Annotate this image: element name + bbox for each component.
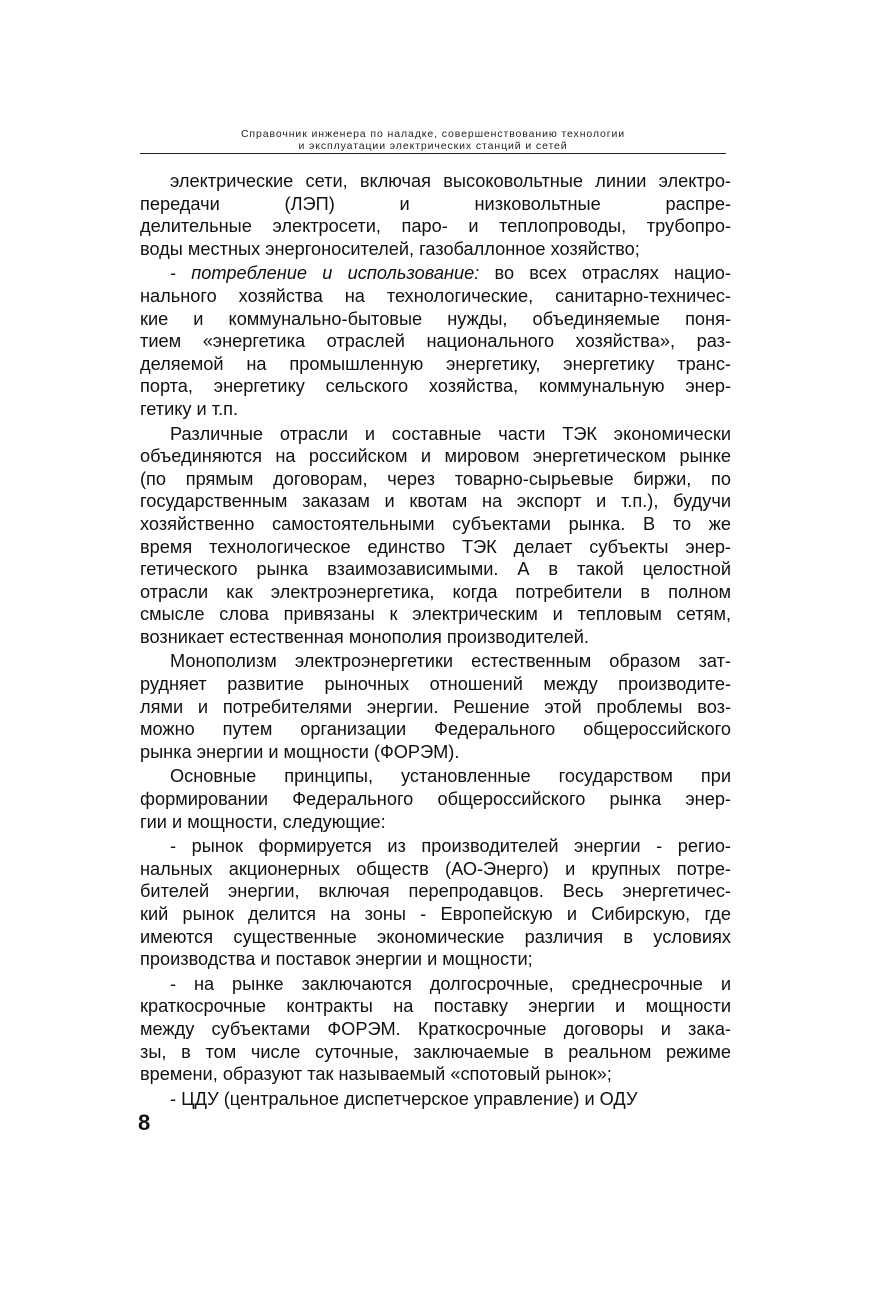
body-text	[140, 170, 731, 1112]
text-line: хозяйственно самостоятельными субъектами рынка. В то же	[140, 513, 731, 534]
text-line: объединяются на российском и мировом энергетическом рынке	[140, 446, 731, 467]
text-line: краткосрочные контракты на поставку энергии и мощности	[140, 996, 731, 1017]
text-line: возникает естественная монополия производителей.	[140, 626, 589, 647]
text-line: смысле слова привязаны к электрическим и тепловым сетям,	[140, 604, 731, 625]
text-line: электрические сети, включая высоковольтные линии электро-	[170, 171, 731, 191]
text-line: делительные электросети, паро- и теплопроводы, трубопро-	[140, 216, 731, 237]
text-line: государственным заказам и квотам на экспорт и т.п.), будучи	[140, 491, 731, 512]
text-line: тием «энергетика отраслей национального хозяйства», раз-	[140, 331, 731, 352]
text-line: - на рынке заключаются долгосрочные, среднесрочные и	[170, 973, 731, 994]
text-line: формировании Федерального общероссийского рынка энер-	[140, 789, 731, 810]
paragraph	[140, 650, 731, 763]
text-line: - рынок формируется из производителей энергии - регио-	[170, 836, 731, 857]
italic-term: потребление и использование:	[191, 263, 480, 284]
paragraph	[140, 765, 731, 833]
text-line: отрасли как электроэнергетика, когда потребители в полном	[140, 581, 731, 602]
paragraph	[140, 835, 731, 971]
text-line: бителей энергии, включая перепродавцов. Весь энергетичес-	[140, 881, 731, 902]
text-line: передачи (ЛЭП) и низковольтные распре-	[140, 193, 731, 214]
text-line: кий рынок делится на зоны - Европейскую и Сибирскую, где	[140, 904, 731, 924]
text-line: нальных акционерных обществ (АО-Энерго) и крупных потре-	[140, 858, 731, 879]
text-line: зы, в том числе суточные, заключаемые в реальном режиме	[140, 1041, 731, 1062]
text-line: Различные отрасли и составные части ТЭК экономически	[170, 423, 731, 444]
paragraph	[140, 973, 731, 1086]
text-line: гетического рынка взаимозависимыми. А в такой целостной	[140, 559, 731, 580]
text-line: лями и потребителями энергии. Решение этой проблемы воз-	[140, 696, 731, 717]
paragraph	[140, 262, 731, 420]
text-line: нального хозяйства на технологические, санитарно-техничес-	[140, 285, 731, 306]
running-header-line-1: Справочник инженера по наладке, совершенствованию технологии	[240, 128, 626, 140]
text-line: воды местных энергоносителей, газобаллонное хозяйство;	[140, 238, 640, 259]
text-line: порта, энергетику сельского хозяйства, коммунальную энер-	[140, 376, 731, 397]
text-line: гии и мощности, следующие:	[140, 811, 386, 832]
text-line: времени, образуют так называемый «спотовый рынок»;	[140, 1064, 612, 1085]
page-number: 8	[138, 1110, 151, 1135]
text-line: рудняет развитие рыночных отношений между производите-	[140, 674, 731, 695]
text-line: между субъектами ФОРЭМ. Краткосрочные договоры и зака-	[140, 1018, 731, 1039]
text-line: время технологическое единство ТЭК делает субъекты энер-	[140, 536, 731, 557]
text-line: имеются существенные экономические различия в условиях	[140, 926, 731, 947]
text-line: - потребление и использование: во всех отраслях нацио-	[170, 263, 731, 284]
header-divider	[140, 153, 726, 154]
text-line: (по прямым договорам, через товарно-сырьевые биржи, по	[140, 468, 731, 489]
text-line: кие и коммунально-бытовые нужды, объединяемые поня-	[140, 308, 731, 329]
paragraph	[140, 423, 731, 649]
text-line: производства и поставок энергии и мощности;	[140, 949, 533, 970]
text-line: рынка энергии и мощности (ФОРЭМ).	[140, 741, 460, 762]
text-line: - ЦДУ (центральное диспетчерское управление) и ОДУ	[170, 1088, 638, 1109]
text-line: Монополизм электроэнергетики естественным образом зат-	[170, 651, 731, 672]
paragraph	[140, 1088, 731, 1111]
text-line: можно путем организации Федерального общероссийского	[140, 719, 731, 740]
text-line: деляемой на промышленную энергетику, энергетику транс-	[140, 353, 731, 374]
running-header	[140, 128, 726, 152]
running-header-line-2: и эксплуатации электрических станций и сетей	[298, 140, 568, 152]
text-line: гетику и т.п.	[140, 398, 239, 419]
text-line: Основные принципы, установленные государством при	[170, 766, 731, 787]
paragraph	[140, 170, 731, 260]
